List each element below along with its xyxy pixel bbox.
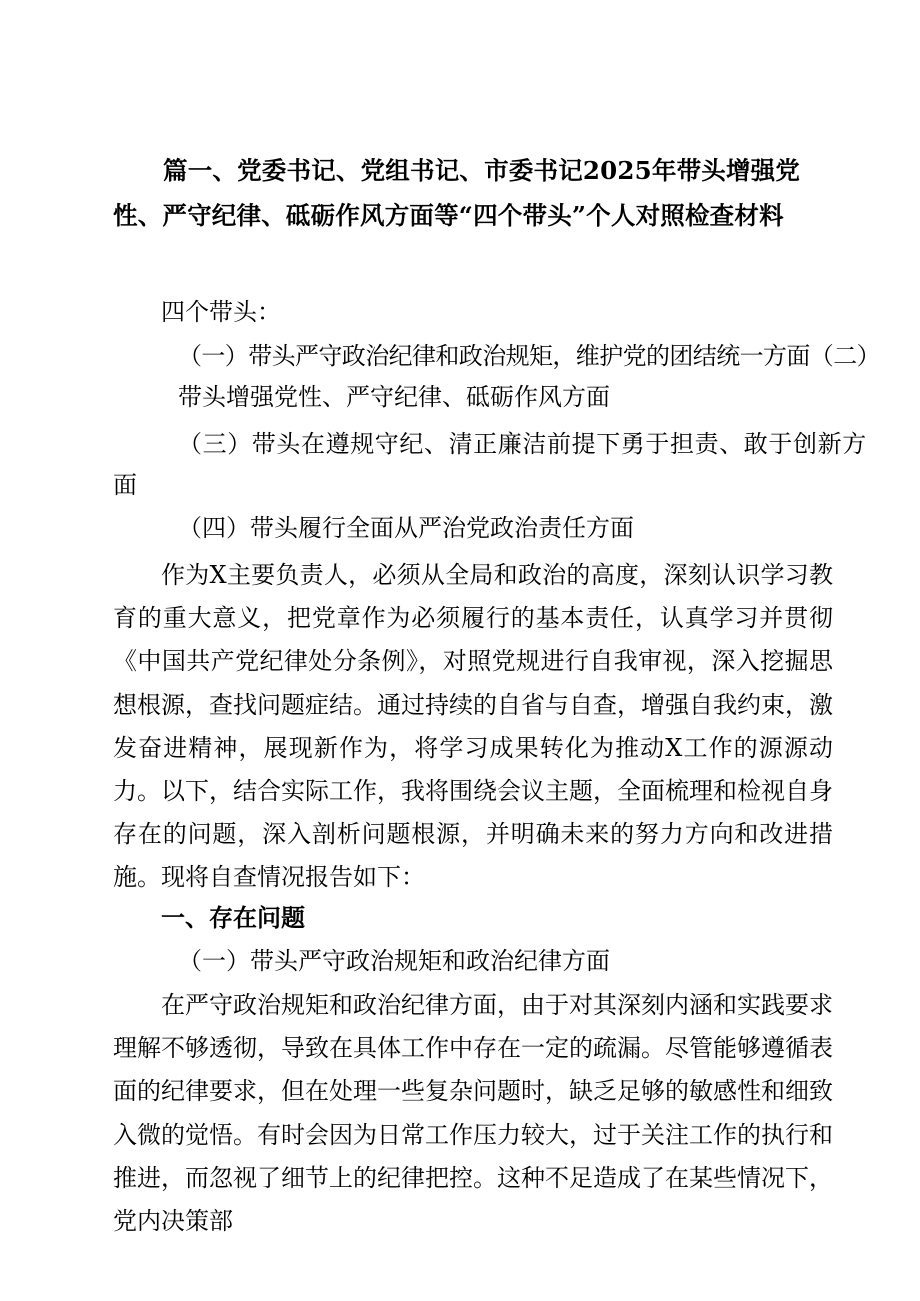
subsection-1-heading: （一）带头严守政治规矩和政治纪律方面 — [178, 947, 610, 975]
item-3-line-2: 面 — [113, 471, 137, 499]
section-1-heading: 一、存在问题 — [161, 903, 305, 932]
item-3-line-1: （三）带头在遵规守纪、清正廉洁前提下勇于担责、敢于创新方 — [178, 430, 867, 458]
intro-paragraph: 作为X主要负责人，必须从全局和政治的高度，深刻认识学习教育的重大意义，把党章作为必须履行的基本责任，认真学习并贯彻《中国共产党纪律处分条例》，对照党规进行自我审视，深入挖掘思想根源，查找问题症结。通过持续的自省与自查，增强自我约束，激发奋进精神，展现新作为，将学习成果转化为推动X工作的源源动力。以下，结合实际工作，我将围绕会议主题，全面梳理和检视自身存在的问题，深入剖析问题根源，并明确未来的努力方向和改进措施。现将自查情况报告如下： — [113, 561, 833, 892]
item-1-line-1: （一）带头严守政治纪律和政治规矩，维护党的团结统一方面（二） — [178, 342, 880, 370]
item-4: （四）带头履行全面从严治党政治责任方面 — [178, 514, 634, 542]
subsection-1-paragraph: 在严守政治规矩和政治纪律方面，由于对其深刻内涵和实践要求理解不够透彻，导致在具体工作中存在一定的疏漏。尽管能够遵循表面的纪律要求，但在处理一些复杂问题时，缺乏足够的敏感性和细致入微的觉悟。有时会因为日常工作压力较大，过于关注工作的执行和推进，而忽视了细节上的纪律把控。这种不足造成了在某些情况下，党内决策部 — [113, 991, 833, 1236]
document-title: 篇一、党委书记、党组书记、市委书记2025年带头增强党性、严守纪律、砥砺作风方面等“四个带头”个人对照检查材料 — [113, 156, 801, 230]
item-1-line-2: 带头增强党性、严守纪律、砥砺作风方面 — [178, 383, 610, 411]
intro-label: 四个带头： — [161, 298, 281, 326]
